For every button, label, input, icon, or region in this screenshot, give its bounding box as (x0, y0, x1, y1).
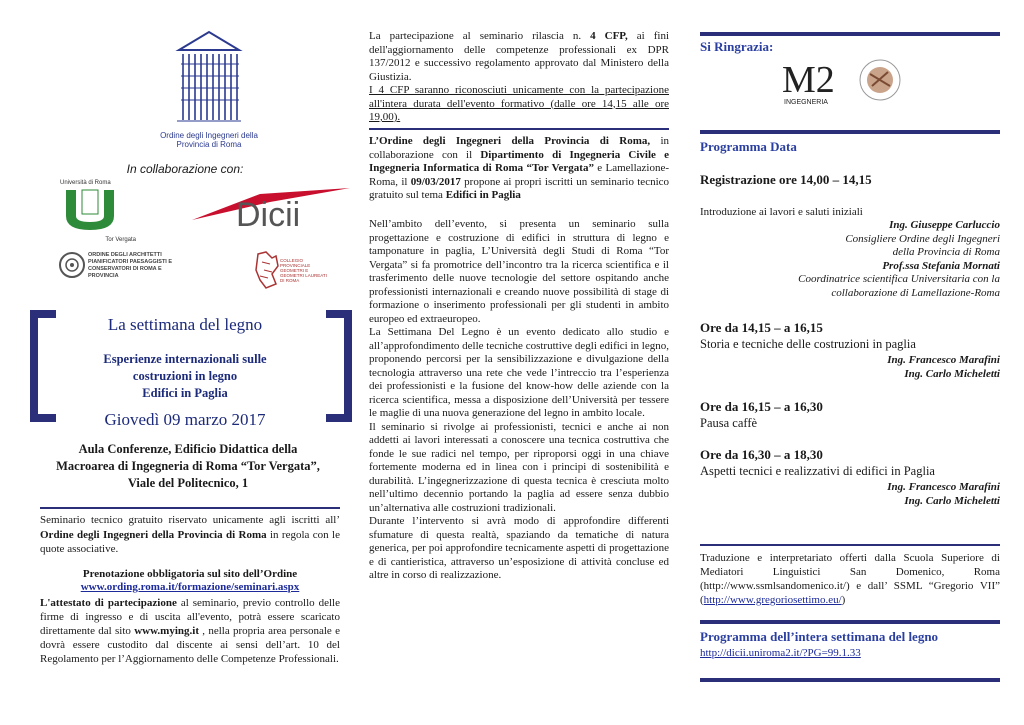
registration-title: Prenotazione obbligatoria sul sito dell’Ordine (82, 568, 298, 580)
speaker-name (700, 260, 1000, 274)
collegio-map-icon (254, 250, 280, 290)
left-panel (30, 0, 340, 725)
venue-line-1: Aula Conferenze, Edificio Didattica della (78, 442, 298, 456)
s3-speaker-2: Ing. Carlo Micheletti (904, 494, 1000, 507)
registration-notice (40, 568, 340, 594)
org-bold-4: Edifici in Paglia (445, 189, 521, 201)
attestato-text-2: , nella propria area personale e dovrà essere custodito dal discente ai sensi dell’art. 10 del Regolamento per l’Aggiornamento delle Competenze Professionali. (40, 625, 340, 665)
session-1-time: Ore da 14,15 – a 16,15 (700, 320, 823, 335)
cfp-note: I 4 CFP saranno riconosciuti unicamente con la partecipazione all'intera durata dell'evento formativo (dalle ore 14,15 alle ore 19,00). (369, 84, 669, 123)
description-section (369, 218, 669, 583)
architetti-logo (58, 250, 198, 292)
speaker-role: della Provincia di Roma (892, 246, 1000, 258)
divider (369, 128, 669, 130)
week-program-link[interactable]: http://dicii.uniroma2.it/?PG=99.1.33 (700, 647, 861, 659)
speaker-name (700, 219, 1000, 233)
body-paragraph-4: Durante l’intervento si avrà modo di approfondire differenti sfumature di questa realtà, spaziando da tematiche di natura generica, per poi approfondire tecnicamente aspetti di progettazione e di cantieristica, attraverso un’esposizione di attività concluse ed altre in corso di realizzazione. (369, 515, 669, 581)
registration-time: Registrazione ore 14,00 – 14,15 (700, 172, 872, 187)
cfp-text-2: ai fini dell'aggiornamento delle competenze professionali ex DPR 137/2012 e successivo regolamento approvato dal Ministero della Giustizia. (369, 30, 670, 83)
org-text-1: in collaborazione con il (369, 135, 670, 161)
seminar-text-2: in regola con le quote associative. (40, 528, 340, 555)
organizer-section (369, 135, 669, 203)
tor-vergata-logo (60, 180, 146, 243)
subtitle-line-2: costruzioni in legno (132, 369, 238, 383)
collaboration-label: In collaborazione con: (126, 162, 244, 176)
session-2-title: Pausa caffè (700, 416, 758, 430)
sponsor-logos (780, 56, 910, 108)
session-1-speakers (700, 354, 1000, 381)
session-3-speakers (700, 481, 1000, 508)
divider (700, 32, 1000, 36)
building-icon (169, 28, 249, 124)
venue-line-2: Macroarea di Ingegneria di Roma “Tor Vergata”, (56, 459, 320, 473)
cfp-text-1: La partecipazione al seminario rilascia n. (369, 30, 591, 42)
s1-speaker-2: Ing. Carlo Micheletti (904, 367, 1000, 380)
session-3-time: Ore da 16,30 – a 18,30 (700, 447, 823, 462)
divider (700, 620, 1000, 624)
utv-title: Università di Roma (60, 180, 111, 186)
speaker-role: Consigliere Ordine degli Ingegneri (845, 232, 1000, 245)
org-bold-1: L’Ordine degli Ingegneri della Provincia di Roma, (369, 135, 651, 147)
cfp-paragraph (369, 30, 669, 84)
attestato-text-1: al seminario, previo controllo delle firme di ingresso e di uscita all'evento, potrà essere scaricato direttamente dal sito (40, 597, 340, 637)
body-paragraph-3: Il seminario si rivolge ai professionisti, tecnici e anche ai non addetti ai lavori interessati a conoscere una tecnica costruttiva che fonde le sue radici nel tempo, per riproporsi oggi in una chiave fortemente moderna ed in linea con i principi di sostenibilità e durabilità. L’ingegnerizzazione di questa tecnica è cresciuta molto nell’ultimo decennio portando la paglia ad essere senza dubbio un’alternativa alle costruzioni tradizionali. (369, 420, 669, 514)
event-date: Giovedì 09 marzo 2017 (104, 410, 266, 429)
organizer-paragraph (369, 135, 669, 203)
week-program-heading: Programma dell’intera settimana del legno (700, 629, 939, 644)
intro-text: Introduzione ai lavori e saluti iniziali (700, 206, 863, 218)
program-heading: Programma Data (700, 139, 797, 154)
venue-line-3: Viale del Politecnico, 1 (127, 476, 249, 490)
seminar-eligibility (40, 513, 340, 557)
tor-vergata-icon (60, 186, 120, 232)
right-panel (700, 0, 1000, 725)
org-bold-3: 09/03/2017 (410, 175, 461, 188)
speaker-role: Coordinatrice scientifica Universitaria con la (798, 273, 1000, 285)
architetti-text: ORDINE DEGLI ARCHITETTI PIANIFICATORI PAESAGGISTI E CONSERVATORI DI ROMA E PROVINCIA (88, 252, 173, 279)
attestato-bold: L'attestato di partecipazione (40, 597, 177, 609)
dicii-logo (190, 180, 350, 232)
m2-subtext: INGEGNERIA (784, 99, 828, 106)
mying-site: www.mying.it (134, 625, 199, 637)
dicii-icon (190, 180, 350, 232)
translation-close: ) (841, 594, 846, 606)
session-3-title: Aspetti tecnici e realizzativi di edifici in Paglia (700, 464, 935, 478)
m2-logo (780, 56, 910, 108)
utv-subtitle: Tor Vergata (105, 237, 136, 243)
attestato-paragraph (40, 596, 340, 666)
event-subtitle (30, 351, 340, 402)
translation-text: Traduzione e interpretariato offerti dalla Scuola Superiore di Mediatori Linguistici San Domenico, Roma (http://www.ssmlsandomenico.it/) e dall’ SSML “Gregorio VII” ( (700, 552, 1000, 606)
org-text-3: propone ai propri iscritti un seminario tecnico gratuito sul tema (369, 175, 670, 201)
collegio-text: COLLEGIO PROVINCIALE GEOMETRI E GEOMETRI LAUREATI DI ROMA (280, 258, 327, 283)
gregorio-link[interactable]: http://www.gregoriosettimo.eu/ (703, 594, 842, 606)
cfp-bold: 4 CFP, (590, 30, 628, 42)
s3-speaker-1: Ing. Francesco Marafini (887, 481, 1000, 493)
speaker-name (700, 495, 1000, 509)
subtitle-line-1: Esperienze internazionali sulle (103, 352, 267, 366)
event-venue (40, 441, 336, 492)
body-paragraph-1: Nell’ambito dell’evento, si presenta un seminario sulla progettazione e costruzione di edifici in struttura di legno e tamponature in paglia, L’Università degli Studi di Roma “Tor Vergata” si fa promotrice dell’incontro tra la ricerca scientifica e il trasferimento delle nuove tecnologie del settore ospitando anche professionisti internazionali e creando nuove possibilità di stage di formazione o inserimento professionali per gli studenti in ambito europeo ed extraeuropeo. (369, 218, 669, 325)
divider (700, 544, 1000, 546)
body-paragraph-2: La Settimana Del Legno è un evento dedicato allo studio e all’approfondimento delle tecniche costruttive degli edifici in legno, proponendo percorsi per la sensibilizzazione e divulgazione della tecnologia attraverso una rete che vede l’intreccio tra l’esperienza dei professionisti e la fusione del know-how delle aziende con la ricerca scientifica, messa a disposizione dell’Università per tessere le maglie di una nuova generazione del legno in ambito locale. (369, 326, 669, 419)
session-1-title: Storia e tecniche delle costruzioni in paglia (700, 337, 916, 351)
seminar-ordine: Ordine degli Ingegneri della Provincia di Roma (40, 528, 267, 541)
s1-speaker-1: Ing. Francesco Marafini (887, 354, 1000, 366)
thanks-heading: Si Ringrazia: (700, 39, 774, 54)
session-2-time: Ore da 16,15 – a 16,30 (700, 399, 823, 414)
m2-text: M2 (782, 59, 835, 101)
speaker-2-name: Prof.ssa Stefania Mornati (882, 259, 1000, 272)
speaker-1-name: Ing. Giuseppe Carluccio (889, 219, 1000, 231)
cfp-section (369, 30, 669, 125)
divider (700, 130, 1000, 134)
org-text-2: e Lamellazione-Roma, il (369, 162, 669, 188)
speaker-name (700, 354, 1000, 368)
speaker-name (700, 481, 1000, 495)
center-panel (369, 0, 669, 725)
subtitle-line-3: Edifici in Paglia (142, 386, 228, 400)
logo-caption: Ordine degli Ingegneri della Provincia di Roma (160, 131, 258, 149)
translation-notice (700, 551, 1000, 607)
dicii-text: Dicii (236, 196, 301, 232)
divider (40, 507, 340, 509)
ordine-ingegneri-logo (154, 28, 264, 149)
event-title: La settimana del legno (107, 315, 263, 334)
collegio-geometri-logo (254, 250, 334, 292)
registration-link[interactable]: www.ording.roma.it/formazione/seminari.aspx (80, 581, 300, 593)
speaker-name (700, 368, 1000, 382)
seminar-text-1: Seminario tecnico gratuito riservato unicamente agli iscritti all’ (40, 514, 340, 526)
speaker-role: collaborazione di Lamellazione-Roma (831, 286, 1000, 299)
speakers-intro (700, 219, 1000, 300)
org-bold-2: Dipartimento di Ingegneria Civile e Ingegneria Informatica di Roma “Tor Vergata” (369, 148, 669, 174)
divider (700, 678, 1000, 682)
architetti-seal-icon (58, 250, 86, 280)
